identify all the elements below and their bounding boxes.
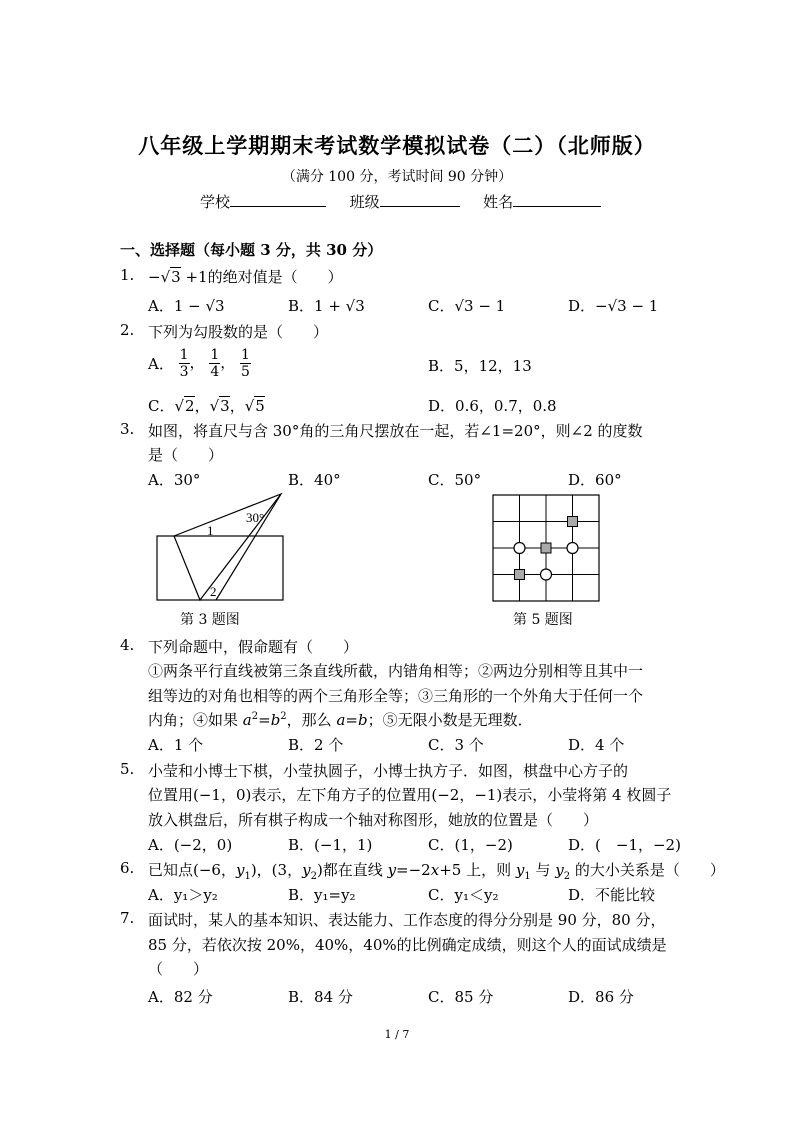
q7-option-b[interactable]: B．84 分 <box>288 988 353 1006</box>
q3-option-d[interactable]: D．60° <box>568 471 622 489</box>
q6-stem-part: 的大小关系是（ ） <box>570 861 725 879</box>
question-7-line1: 面试时，某人的基本知识、表达能力、工作态度的得分分别是 90 分，80 分， <box>148 911 666 929</box>
q5-option-b[interactable]: B．(−1，1) <box>288 836 373 854</box>
q6-option-b[interactable]: B．y₁=y₂ <box>288 886 356 904</box>
class-field[interactable] <box>380 192 460 207</box>
q1-stem-text: 的绝对值是（ ） <box>207 268 343 286</box>
question-4-stem: 下列命题中，假命题有（ ） <box>148 638 359 656</box>
q7-option-d[interactable]: D．86 分 <box>568 988 634 1006</box>
q4-line3-part: 内角；④如果 <box>148 711 243 729</box>
q1-option-b[interactable]: B．1 + √3 <box>288 297 365 315</box>
question-4-line2: 组等边的对角也相等的两个三角形全等；③三角形的一个外角大于任何一个 <box>148 687 644 705</box>
q1-option-d[interactable]: D．−√3 − 1 <box>568 297 659 315</box>
question-4-line1: ①两条平行直线被第三条直线所截，内错角相等；②两边分别相等且其中一 <box>148 662 644 680</box>
q5-option-d[interactable]: D．( −1，−2) <box>568 836 681 854</box>
question-2-stem: 下列为勾股数的是（ ） <box>148 323 329 341</box>
question-7-line3: （ ） <box>148 960 209 978</box>
q2-option-d[interactable]: D．0.6，0.7，0.8 <box>428 397 557 415</box>
round-piece <box>514 543 525 554</box>
q1-expression: −√3 +1 <box>148 268 208 286</box>
name-field[interactable] <box>513 192 601 207</box>
name-label: 姓名 <box>483 193 514 211</box>
question-5-line3: 放入棋盘后，所有棋子构成一个轴对称图形，她放的位置是（ ） <box>148 811 599 829</box>
q6-option-a[interactable]: A．y₁＞y₂ <box>148 886 218 904</box>
exam-subtitle: （满分 100 分，考试时间 90 分钟） <box>281 169 513 185</box>
question-6-stem: 已知点(−6，$y_1$)，(3，$y_2$)都在直线 y=−2x+5 上，则 $y_1$ 与 $y_2$ 的大小关系是（ ） <box>148 861 725 882</box>
q4-line3-part: ；⑤无限小数是无理数． <box>367 711 533 729</box>
question-3-stem-line1: 如图，将直尺与含 30°角的三角尺摆放在一起，若∠1=20°，则∠2 的度数 <box>148 422 643 440</box>
question-3-stem-line2: 是（ ） <box>148 446 224 464</box>
q6-option-c[interactable]: C．y₁＜y₂ <box>428 886 499 904</box>
q7-option-c[interactable]: C．85 分 <box>428 988 494 1006</box>
section-heading: 一、选择题（每小题 3 分，共 30 分） <box>120 241 383 259</box>
square-piece <box>568 517 578 527</box>
q6-stem-part: )都在直线 <box>316 861 388 879</box>
fraction: $\frac{1}{4}$ <box>210 347 220 380</box>
q2-option-a-label: A． <box>148 355 174 373</box>
question-4-line3: 内角；④如果 $a^2=b^2$，那么 a=b；⑤无限小数是无理数． <box>148 711 533 729</box>
question-5-line1: 小莹和小博士下棋，小莹执圆子，小博士执方子．如图，棋盘中心方子的 <box>148 762 629 780</box>
q5-option-c[interactable]: C．(1，−2) <box>428 836 513 854</box>
q3-ruler-triangle-figure <box>150 492 300 604</box>
student-info-line <box>200 191 601 212</box>
q3-option-a[interactable]: A．30° <box>148 471 201 489</box>
q6-stem-part: =−2 <box>396 861 431 879</box>
question-number: 6. <box>120 859 135 877</box>
q6-stem-part: 与 <box>530 861 556 879</box>
q3-option-b[interactable]: B．40° <box>288 471 341 489</box>
q5-option-a[interactable]: A．(−2，0) <box>148 836 233 854</box>
angle-30-label: 30° <box>246 510 265 525</box>
q2-option-c[interactable]: C．√2，√3，√5 <box>148 397 265 415</box>
q6-option-d[interactable]: D．不能比较 <box>568 886 656 904</box>
square-piece <box>541 543 551 553</box>
question-number: 2. <box>120 321 135 339</box>
q4-option-d[interactable]: D．4 个 <box>568 736 625 754</box>
q2-option-a[interactable]: A． $\frac{1}{3}$ ， $\frac{1}{4}$ ， $\frac{1}{5}$ <box>148 347 250 380</box>
q5-figure-caption: 第 5 题图 <box>513 612 573 628</box>
q6-stem-part: )，(3， <box>250 861 303 879</box>
question-number: 5. <box>120 760 135 778</box>
angle-1-label: 1 <box>207 523 214 538</box>
q4-option-b[interactable]: B．2 个 <box>288 736 344 754</box>
class-label: 班级 <box>349 193 380 211</box>
q3-option-c[interactable]: C．50° <box>428 471 482 489</box>
question-1-stem <box>148 266 343 287</box>
page-title: 八年级上学期期末考试数学模拟试卷（二）（北师版） <box>138 133 656 158</box>
q5-chessboard-figure <box>492 494 600 602</box>
q3-figure-caption: 第 3 题图 <box>180 612 240 628</box>
question-number: 7. <box>120 909 135 927</box>
q6-stem-part: +5 上，则 <box>439 861 516 879</box>
page-number: 1 / 7 <box>384 1028 410 1041</box>
q6-stem-part: 已知点(−6， <box>148 861 236 879</box>
question-7-line2: 85 分，若依次按 20%，40%，40%的比例确定成绩，则这个人的面试成绩是 <box>148 936 667 954</box>
question-number: 4. <box>120 636 135 654</box>
angle-2-label: 2 <box>210 584 217 599</box>
triangle-shape <box>174 494 281 600</box>
fraction: $\frac{1}{5}$ <box>241 347 250 380</box>
question-number: 3. <box>120 420 135 438</box>
question-5-line2: 位置用(−1，0)表示，左下角方子的位置用(−2，−1)表示，小莹将第 4 枚圆子 <box>148 786 672 804</box>
q4-line3-part: ，那么 <box>286 711 337 729</box>
ruler-shape <box>157 536 283 600</box>
q4-option-a[interactable]: A．1 个 <box>148 736 204 754</box>
q7-option-a[interactable]: A．82 分 <box>148 988 213 1006</box>
round-piece <box>567 543 578 554</box>
school-label: 学校 <box>200 193 231 211</box>
q1-option-a[interactable]: A．1 − √3 <box>148 297 225 315</box>
q4-option-c[interactable]: C．3 个 <box>428 736 484 754</box>
square-piece <box>515 570 525 580</box>
fraction: $\frac{1}{3}$ <box>179 347 189 380</box>
school-field[interactable] <box>230 192 326 207</box>
question-number: 1. <box>120 266 135 284</box>
round-piece <box>541 569 552 580</box>
q1-option-c[interactable]: C．√3 − 1 <box>428 297 506 315</box>
q2-option-c-label: C． <box>148 397 175 415</box>
q2-option-b[interactable]: B．5，12，13 <box>428 357 532 375</box>
